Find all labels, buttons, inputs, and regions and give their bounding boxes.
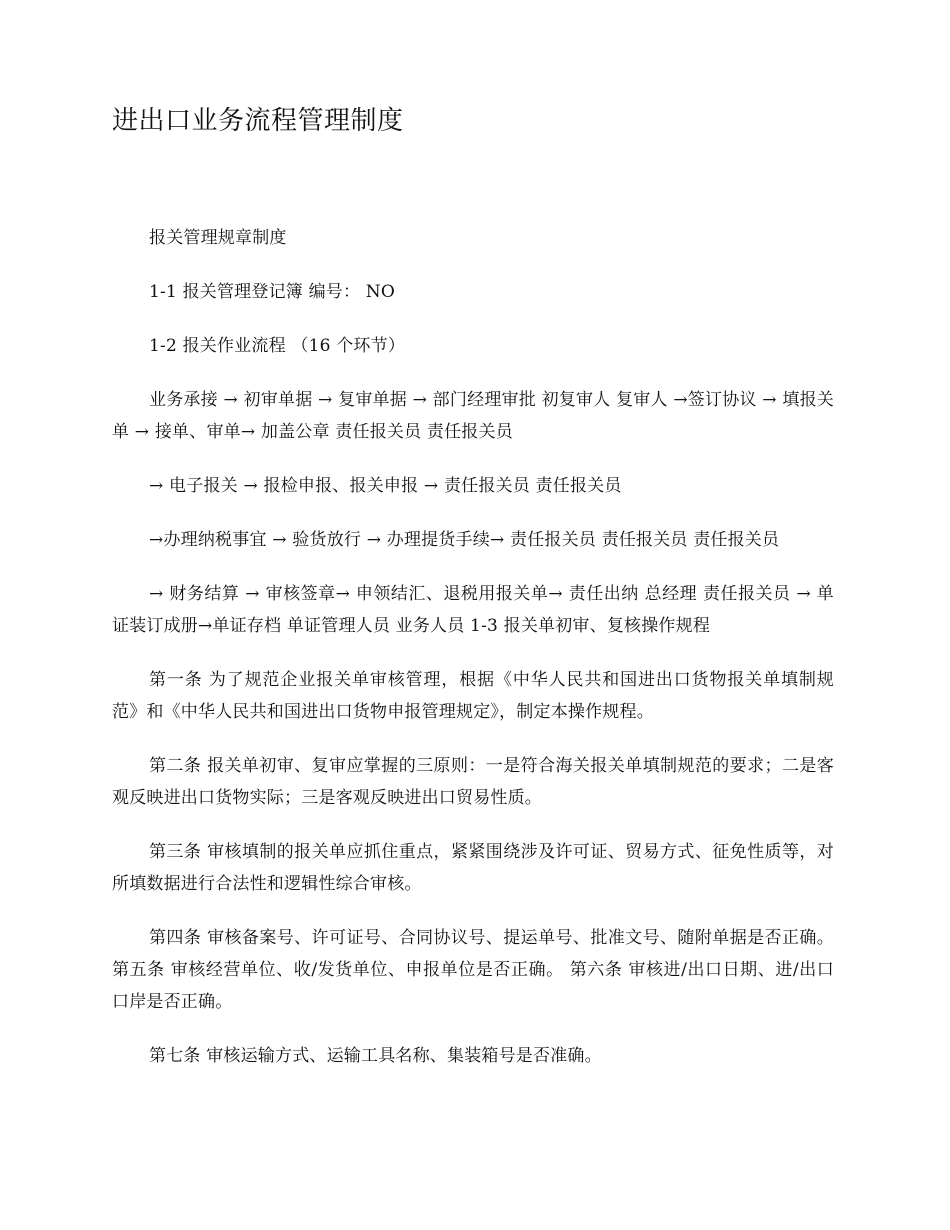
paragraph-article-1: 第一条 为了规范企业报关单审核管理，根据《中华人民共和国进出口货物报关单填制规范》和《中华人民共和国进出口货物申报管理规定》，制定本操作规程。 bbox=[112, 670, 834, 722]
document-title: 进出口业务流程管理制度 bbox=[112, 106, 404, 136]
paragraph-workflow-step-3: →办理纳税事宜 → 验货放行 → 办理提货手续→ 责任报关员 责任报关员 责任报关员 bbox=[149, 530, 780, 550]
paragraph-article-4-6: 第四条 审核备案号、许可证号、合同协议号、提运单号、批准文号、随附单据是否正确。 第五条 审核经营单位、收/发货单位、申报单位是否正确。 第六条 审核进/出口日期、进/出口口岸是否正确。 bbox=[112, 928, 834, 1012]
paragraph-workflow-step-2: → 电子报关 → 报检申报、报关申报 → 责任报关员 责任报关员 bbox=[149, 476, 622, 496]
paragraph-workflow-step-4: → 财务结算 → 审核签章→ 申领结汇、退税用报关单→ 责任出纳 总经理 责任报关员 → 单证装订成册→单证存档 单证管理人员 业务人员 1-3 报关单初审、复核操作规程 bbox=[112, 584, 834, 636]
paragraph-article-3: 第三条 审核填制的报关单应抓住重点，紧紧围绕涉及许可证、贸易方式、征免性质等，对所填数据进行合法性和逻辑性综合审核。 bbox=[112, 842, 834, 894]
paragraph-workflow-heading: 1-2 报关作业流程 （16 个环节） bbox=[149, 336, 406, 356]
paragraph-workflow-step-1: 业务承接 → 初审单据 → 复审单据 → 部门经理审批 初复审人 复审人 →签订协议 → 填报关单 → 接单、审单→ 加盖公章 责任报关员 责任报关员 bbox=[112, 390, 834, 442]
paragraph-section-heading: 报关管理规章制度 bbox=[149, 228, 287, 248]
paragraph-register-number: 1-1 报关管理登记簿 编号： NO bbox=[149, 282, 395, 302]
paragraph-article-2: 第二条 报关单初审、复审应掌握的三原则：一是符合海关报关单填制规范的要求；二是客观反映进出口货物实际；三是客观反映进出口贸易性质。 bbox=[112, 756, 834, 808]
paragraph-article-7: 第七条 审核运输方式、运输工具名称、集装箱号是否准确。 bbox=[149, 1046, 602, 1066]
